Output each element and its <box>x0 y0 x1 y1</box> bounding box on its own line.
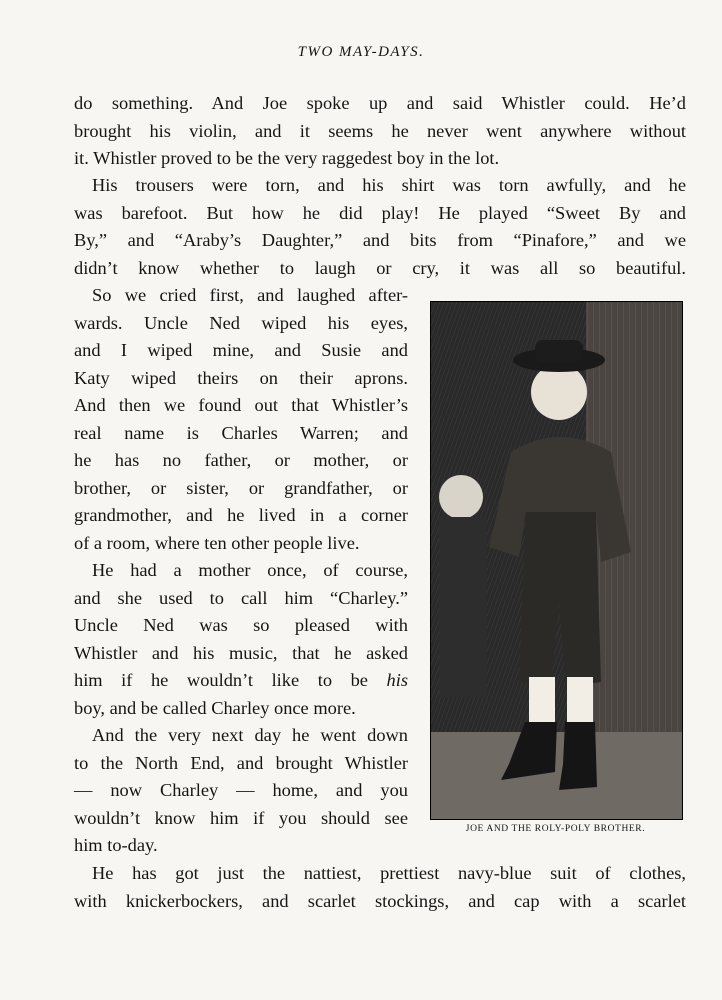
text-line: to the North End, and brought Whistler <box>74 752 408 773</box>
paragraph-4 <box>74 557 408 722</box>
text-line: with knickerbockers, and scarlet stockings, and cap with a scarlet <box>74 890 686 911</box>
text-line: — now Charley — home, and you <box>74 780 408 800</box>
text-line: it. Whistler proved to be the very raggedest boy in the lot. <box>74 148 500 168</box>
text-line: By,” and “Araby’s Daughter,” and bits from “Pinafore,” and we <box>74 230 686 250</box>
text-line: And then we found out that Whistler’s <box>74 395 408 415</box>
text-line: He had a mother once, of course, <box>92 560 408 580</box>
text-line: So we cried first, and laughed after- <box>92 285 408 305</box>
text-line: didn’t know whether to laugh or cry, it was all so beautiful. <box>74 257 686 278</box>
text-line: Uncle Ned was so pleased with <box>74 615 408 635</box>
text-line: He has got just the nattiest, prettiest navy-blue suit of clothes, <box>92 863 686 883</box>
engraving-illustration <box>430 301 683 820</box>
paragraph-1 <box>74 90 686 173</box>
text-line: Whistler and his music, that he asked <box>74 642 408 663</box>
text-line: boy, and be called Charley once more. <box>74 697 356 718</box>
text-line: and she used to call him “Charley.” <box>74 587 408 608</box>
text-line: do something. And Joe spoke up and said Whistler could. He’d <box>74 93 686 113</box>
paragraph-6 <box>74 860 686 915</box>
figure-caption: JOE AND THE ROLY-POLY BROTHER. <box>465 824 646 834</box>
text-line: And the very next day he went down <box>92 725 408 745</box>
text-line: was barefoot. But how he did play! He played “Sweet By and <box>74 202 686 223</box>
paragraph-2 <box>74 172 686 282</box>
text-line: him to-day. <box>74 835 158 855</box>
running-head: TWO MAY-DAYS. <box>297 44 425 60</box>
text-line: Katy wiped theirs on their aprons. <box>74 367 408 388</box>
text-line: wards. Uncle Ned wiped his eyes, <box>74 312 408 333</box>
emphasis: his <box>386 670 408 690</box>
text-line: brother, or sister, or grandfather, or <box>74 477 408 498</box>
text-line: brought his violin, and it seems he never went anywhere without <box>74 120 686 141</box>
paragraph-5 <box>74 722 408 860</box>
text-line: real name is Charles Warren; and <box>74 422 408 443</box>
text-line-start: him if he wouldn’t like to be <box>74 670 387 690</box>
text-line: wouldn’t know him if you should see <box>74 807 408 828</box>
text-line: grandmother, and he lived in a corner <box>74 505 408 525</box>
paragraph-3 <box>74 282 408 557</box>
text-line: he has no father, or mother, or <box>74 450 408 470</box>
illustration-drawing <box>431 302 682 819</box>
text-line: His trousers were torn, and his shirt was torn awfully, and he <box>92 175 686 195</box>
text-line <box>74 667 408 695</box>
text-line: of a room, where ten other people live. <box>74 532 360 553</box>
text-line: and I wiped mine, and Susie and <box>74 340 408 360</box>
